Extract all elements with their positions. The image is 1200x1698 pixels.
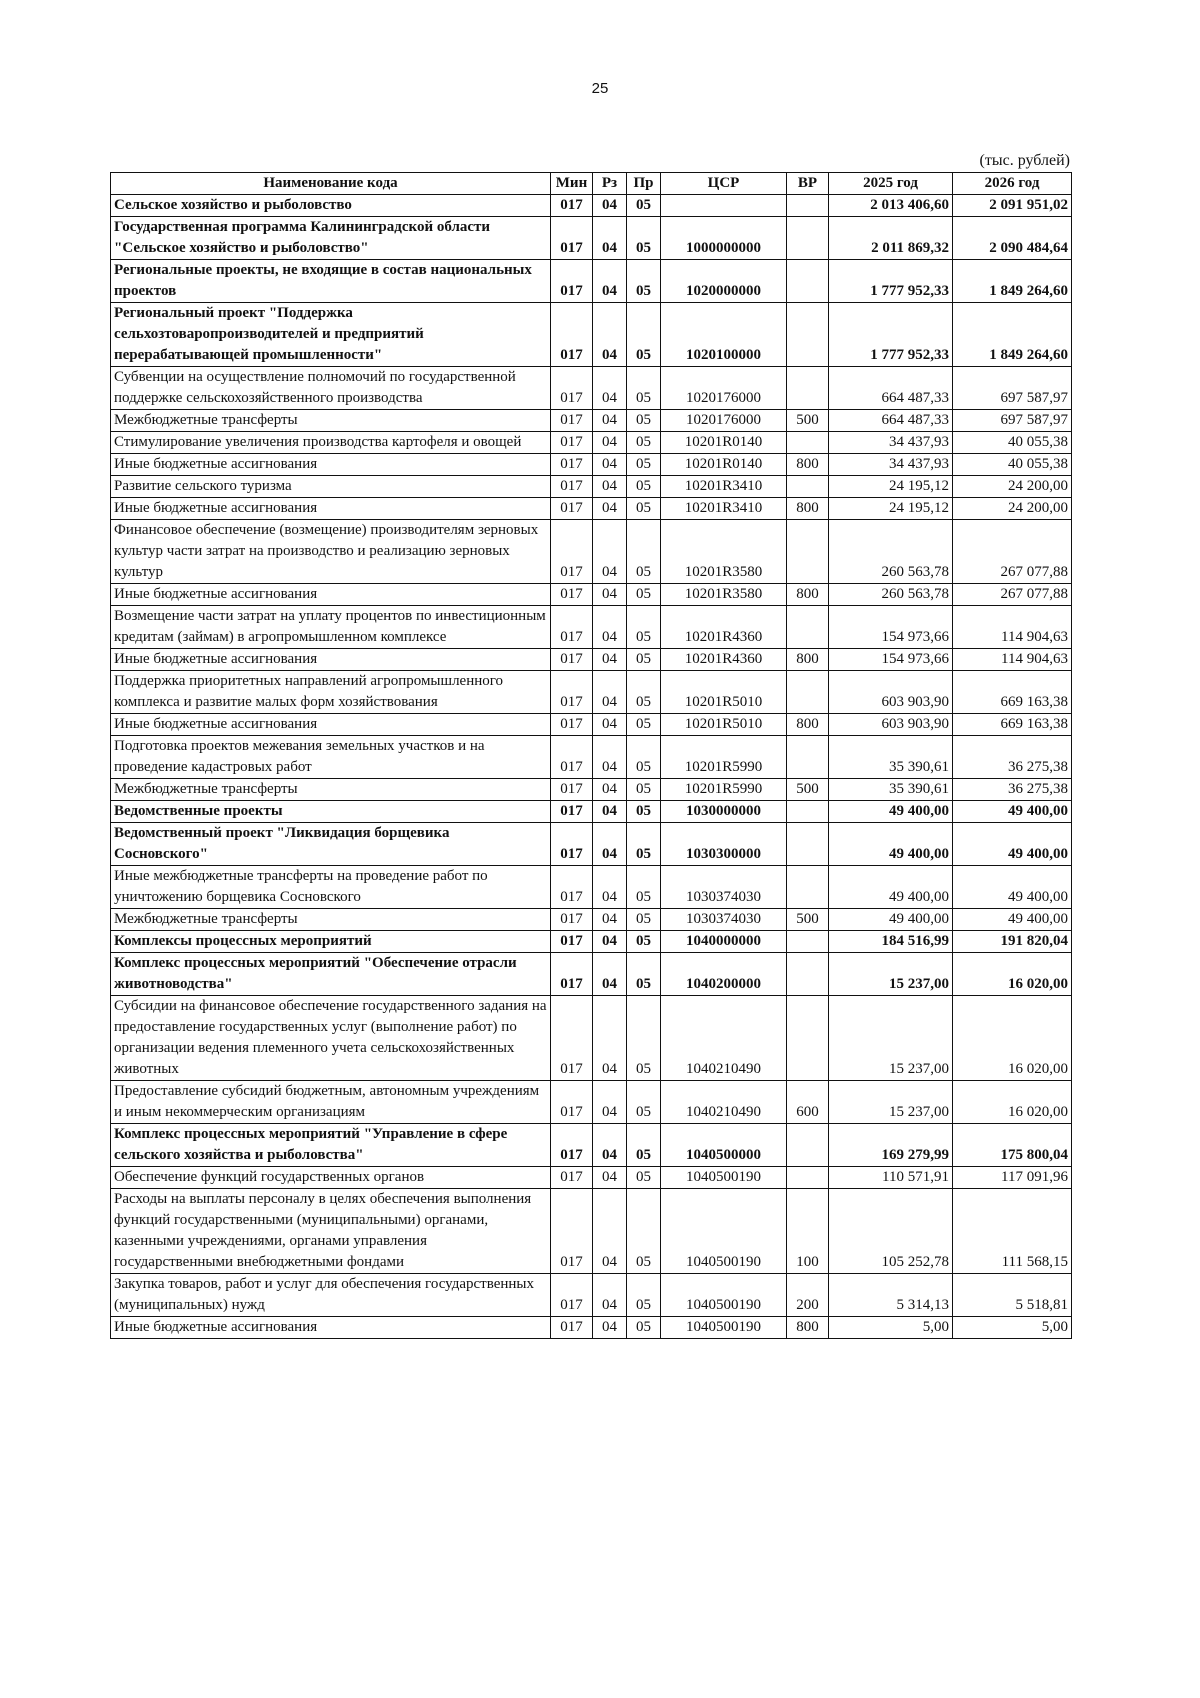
- cell-rz: 04: [593, 714, 627, 736]
- cell-vr: [787, 953, 829, 996]
- cell-2025: 34 437,93: [829, 432, 953, 454]
- cell-rz: 04: [593, 303, 627, 367]
- cell-name: Финансовое обеспечение (возмещение) производителям зерновых культур части затрат на производство и реализацию зерновых культур: [111, 520, 551, 584]
- table-row: [111, 520, 1072, 584]
- cell-rz: 04: [593, 866, 627, 909]
- header-name: Наименование кода: [111, 173, 551, 195]
- cell-pr: 05: [627, 584, 661, 606]
- cell-2025: 154 973,66: [829, 606, 953, 649]
- cell-min: 017: [551, 195, 593, 217]
- cell-csr: 1040210490: [661, 996, 787, 1081]
- table-row: [111, 606, 1072, 649]
- table-row: [111, 909, 1072, 931]
- table-header-row: [111, 173, 1072, 195]
- cell-pr: 05: [627, 736, 661, 779]
- cell-pr: 05: [627, 801, 661, 823]
- cell-name: Межбюджетные трансферты: [111, 909, 551, 931]
- cell-pr: 05: [627, 195, 661, 217]
- cell-min: 017: [551, 584, 593, 606]
- table-row: [111, 498, 1072, 520]
- cell-2025: 34 437,93: [829, 454, 953, 476]
- cell-vr: 600: [787, 1081, 829, 1124]
- cell-vr: [787, 520, 829, 584]
- cell-2025: 15 237,00: [829, 953, 953, 996]
- cell-name: Комплекс процессных мероприятий "Управление в сфере сельского хозяйства и рыболовства": [111, 1124, 551, 1167]
- cell-name: Закупка товаров, работ и услуг для обеспечения государственных (муниципальных) нужд: [111, 1274, 551, 1317]
- table-row: [111, 1274, 1072, 1317]
- cell-2026: 40 055,38: [953, 454, 1072, 476]
- cell-vr: [787, 801, 829, 823]
- cell-pr: 05: [627, 909, 661, 931]
- cell-name: Ведомственный проект "Ликвидация борщевика Сосновского": [111, 823, 551, 866]
- cell-vr: [787, 931, 829, 953]
- cell-min: 017: [551, 779, 593, 801]
- cell-rz: 04: [593, 736, 627, 779]
- cell-name: Возмещение части затрат на уплату процентов по инвестиционным кредитам (займам) в агропромышленном комплексе: [111, 606, 551, 649]
- cell-csr: 1000000000: [661, 217, 787, 260]
- cell-2025: 154 973,66: [829, 649, 953, 671]
- header-csr: ЦСР: [661, 173, 787, 195]
- cell-2025: 603 903,90: [829, 714, 953, 736]
- cell-min: 017: [551, 909, 593, 931]
- table-row: [111, 1081, 1072, 1124]
- cell-2025: 15 237,00: [829, 1081, 953, 1124]
- cell-2025: 5,00: [829, 1317, 953, 1339]
- cell-min: 017: [551, 1167, 593, 1189]
- header-vr: ВР: [787, 173, 829, 195]
- cell-min: 017: [551, 1189, 593, 1274]
- cell-csr: 1020176000: [661, 410, 787, 432]
- cell-2026: 697 587,97: [953, 367, 1072, 410]
- cell-csr: 1020100000: [661, 303, 787, 367]
- cell-csr: 10201R3410: [661, 476, 787, 498]
- cell-pr: 05: [627, 1317, 661, 1339]
- cell-vr: 500: [787, 779, 829, 801]
- cell-name: Иные бюджетные ассигнования: [111, 649, 551, 671]
- table-row: [111, 584, 1072, 606]
- cell-rz: 04: [593, 671, 627, 714]
- cell-min: 017: [551, 1317, 593, 1339]
- cell-rz: 04: [593, 1189, 627, 1274]
- cell-vr: 800: [787, 498, 829, 520]
- cell-vr: [787, 303, 829, 367]
- cell-2026: 2 091 951,02: [953, 195, 1072, 217]
- cell-min: 017: [551, 736, 593, 779]
- cell-pr: 05: [627, 410, 661, 432]
- cell-min: 017: [551, 1124, 593, 1167]
- table-row: [111, 866, 1072, 909]
- cell-min: 017: [551, 714, 593, 736]
- cell-2026: 2 090 484,64: [953, 217, 1072, 260]
- cell-2026: 49 400,00: [953, 801, 1072, 823]
- cell-pr: 05: [627, 1124, 661, 1167]
- cell-csr: 1030000000: [661, 801, 787, 823]
- cell-rz: 04: [593, 606, 627, 649]
- cell-pr: 05: [627, 367, 661, 410]
- cell-2026: 5 518,81: [953, 1274, 1072, 1317]
- cell-2025: 184 516,99: [829, 931, 953, 953]
- cell-csr: 1040500190: [661, 1167, 787, 1189]
- cell-vr: 800: [787, 454, 829, 476]
- table-row: [111, 410, 1072, 432]
- cell-name: Региональные проекты, не входящие в состав национальных проектов: [111, 260, 551, 303]
- cell-vr: 800: [787, 1317, 829, 1339]
- cell-vr: [787, 195, 829, 217]
- table-row: [111, 736, 1072, 779]
- cell-vr: [787, 1167, 829, 1189]
- cell-pr: 05: [627, 1081, 661, 1124]
- cell-name: Межбюджетные трансферты: [111, 410, 551, 432]
- cell-name: Предоставление субсидий бюджетным, автономным учреждениям и иным некоммерческим организациям: [111, 1081, 551, 1124]
- cell-2025: 1 777 952,33: [829, 303, 953, 367]
- cell-rz: 04: [593, 1124, 627, 1167]
- cell-pr: 05: [627, 606, 661, 649]
- cell-rz: 04: [593, 584, 627, 606]
- cell-2025: 24 195,12: [829, 476, 953, 498]
- cell-2025: 169 279,99: [829, 1124, 953, 1167]
- cell-csr: 1020000000: [661, 260, 787, 303]
- cell-csr: 1030374030: [661, 866, 787, 909]
- cell-2026: 114 904,63: [953, 606, 1072, 649]
- cell-2026: 49 400,00: [953, 823, 1072, 866]
- cell-2025: 35 390,61: [829, 779, 953, 801]
- cell-name: Стимулирование увеличения производства картофеля и овощей: [111, 432, 551, 454]
- cell-csr: [661, 195, 787, 217]
- cell-name: Иные бюджетные ассигнования: [111, 498, 551, 520]
- cell-vr: [787, 432, 829, 454]
- table-row: [111, 671, 1072, 714]
- cell-2026: 36 275,38: [953, 779, 1072, 801]
- cell-name: Иные бюджетные ассигнования: [111, 1317, 551, 1339]
- table-row: [111, 649, 1072, 671]
- cell-min: 017: [551, 260, 593, 303]
- cell-vr: [787, 606, 829, 649]
- cell-2025: 49 400,00: [829, 801, 953, 823]
- cell-2026: 1 849 264,60: [953, 303, 1072, 367]
- cell-csr: 1030374030: [661, 909, 787, 931]
- table-row: [111, 779, 1072, 801]
- cell-pr: 05: [627, 1274, 661, 1317]
- cell-min: 017: [551, 410, 593, 432]
- cell-csr: 10201R4360: [661, 649, 787, 671]
- cell-2025: 15 237,00: [829, 996, 953, 1081]
- cell-2026: 16 020,00: [953, 1081, 1072, 1124]
- cell-csr: 1030300000: [661, 823, 787, 866]
- cell-vr: 800: [787, 649, 829, 671]
- cell-2026: 24 200,00: [953, 476, 1072, 498]
- cell-2026: 669 163,38: [953, 671, 1072, 714]
- cell-2026: 16 020,00: [953, 996, 1072, 1081]
- cell-min: 017: [551, 217, 593, 260]
- cell-name: Иные бюджетные ассигнования: [111, 584, 551, 606]
- cell-pr: 05: [627, 1167, 661, 1189]
- cell-pr: 05: [627, 714, 661, 736]
- table-row: [111, 303, 1072, 367]
- cell-2025: 49 400,00: [829, 909, 953, 931]
- cell-name: Комплексы процессных мероприятий: [111, 931, 551, 953]
- cell-csr: 1040000000: [661, 931, 787, 953]
- cell-csr: 1040500190: [661, 1274, 787, 1317]
- cell-2026: 36 275,38: [953, 736, 1072, 779]
- cell-csr: 1040500190: [661, 1189, 787, 1274]
- cell-rz: 04: [593, 260, 627, 303]
- cell-vr: [787, 866, 829, 909]
- cell-rz: 04: [593, 779, 627, 801]
- cell-2026: 114 904,63: [953, 649, 1072, 671]
- cell-vr: 500: [787, 909, 829, 931]
- cell-csr: 10201R3580: [661, 520, 787, 584]
- cell-name: Развитие сельского туризма: [111, 476, 551, 498]
- cell-csr: 10201R0140: [661, 432, 787, 454]
- table-row: [111, 195, 1072, 217]
- cell-2025: 2 013 406,60: [829, 195, 953, 217]
- table-row: [111, 260, 1072, 303]
- cell-2026: 267 077,88: [953, 520, 1072, 584]
- cell-min: 017: [551, 1274, 593, 1317]
- cell-vr: [787, 823, 829, 866]
- cell-rz: 04: [593, 1317, 627, 1339]
- cell-pr: 05: [627, 1189, 661, 1274]
- cell-min: 017: [551, 476, 593, 498]
- cell-rz: 04: [593, 823, 627, 866]
- cell-name: Субсидии на финансовое обеспечение государственного задания на предоставление государственных услуг (выполнение работ) по организации ведения племенного учета сельскохозяйственных животных: [111, 996, 551, 1081]
- cell-vr: 200: [787, 1274, 829, 1317]
- cell-pr: 05: [627, 671, 661, 714]
- cell-min: 017: [551, 823, 593, 866]
- cell-2026: 24 200,00: [953, 498, 1072, 520]
- cell-pr: 05: [627, 866, 661, 909]
- cell-name: Межбюджетные трансферты: [111, 779, 551, 801]
- cell-csr: 1040210490: [661, 1081, 787, 1124]
- budget-table: [110, 172, 1072, 1339]
- cell-rz: 04: [593, 195, 627, 217]
- units-label: (тыс. рублей): [979, 152, 1070, 169]
- cell-rz: 04: [593, 953, 627, 996]
- cell-vr: [787, 736, 829, 779]
- cell-2026: 697 587,97: [953, 410, 1072, 432]
- cell-pr: 05: [627, 996, 661, 1081]
- cell-min: 017: [551, 866, 593, 909]
- cell-rz: 04: [593, 931, 627, 953]
- cell-2026: 40 055,38: [953, 432, 1072, 454]
- cell-min: 017: [551, 432, 593, 454]
- cell-name: Подготовка проектов межевания земельных участков и на проведение кадастровых работ: [111, 736, 551, 779]
- cell-vr: [787, 1124, 829, 1167]
- header-min: Мин: [551, 173, 593, 195]
- cell-csr: 10201R3580: [661, 584, 787, 606]
- header-rz: Рз: [593, 173, 627, 195]
- table-row: [111, 996, 1072, 1081]
- cell-csr: 10201R0140: [661, 454, 787, 476]
- cell-name: Государственная программа Калининградской области "Сельское хозяйство и рыболовство": [111, 217, 551, 260]
- table-body: [111, 195, 1072, 1339]
- cell-min: 017: [551, 996, 593, 1081]
- cell-vr: [787, 671, 829, 714]
- cell-name: Комплекс процессных мероприятий "Обеспечение отрасли животноводства": [111, 953, 551, 996]
- cell-csr: 1040500000: [661, 1124, 787, 1167]
- cell-csr: 10201R5010: [661, 714, 787, 736]
- header-pr: Пр: [627, 173, 661, 195]
- cell-pr: 05: [627, 217, 661, 260]
- table-row: [111, 801, 1072, 823]
- cell-pr: 05: [627, 779, 661, 801]
- cell-2026: 49 400,00: [953, 909, 1072, 931]
- table-row: [111, 931, 1072, 953]
- cell-2025: 110 571,91: [829, 1167, 953, 1189]
- cell-rz: 04: [593, 410, 627, 432]
- cell-2025: 24 195,12: [829, 498, 953, 520]
- cell-2025: 105 252,78: [829, 1189, 953, 1274]
- cell-rz: 04: [593, 217, 627, 260]
- table-row: [111, 1189, 1072, 1274]
- cell-vr: 500: [787, 410, 829, 432]
- cell-2026: 117 091,96: [953, 1167, 1072, 1189]
- cell-rz: 04: [593, 649, 627, 671]
- cell-name: Иные бюджетные ассигнования: [111, 454, 551, 476]
- cell-name: Ведомственные проекты: [111, 801, 551, 823]
- cell-min: 017: [551, 454, 593, 476]
- cell-rz: 04: [593, 1274, 627, 1317]
- cell-2025: 2 011 869,32: [829, 217, 953, 260]
- cell-2025: 260 563,78: [829, 520, 953, 584]
- cell-vr: 800: [787, 584, 829, 606]
- cell-2025: 35 390,61: [829, 736, 953, 779]
- cell-csr: 10201R5010: [661, 671, 787, 714]
- cell-vr: 100: [787, 1189, 829, 1274]
- cell-pr: 05: [627, 953, 661, 996]
- cell-csr: 10201R5990: [661, 779, 787, 801]
- cell-pr: 05: [627, 823, 661, 866]
- cell-vr: [787, 217, 829, 260]
- cell-min: 017: [551, 1081, 593, 1124]
- cell-name: Региональный проект "Поддержка сельхозтоваропроизводителей и предприятий перерабатывающей промышленности": [111, 303, 551, 367]
- cell-pr: 05: [627, 432, 661, 454]
- header-2026: 2026 год: [953, 173, 1072, 195]
- cell-name: Иные бюджетные ассигнования: [111, 714, 551, 736]
- table-row: [111, 217, 1072, 260]
- table-row: [111, 953, 1072, 996]
- cell-2025: 664 487,33: [829, 410, 953, 432]
- cell-rz: 04: [593, 1167, 627, 1189]
- cell-2025: 49 400,00: [829, 823, 953, 866]
- cell-2025: 260 563,78: [829, 584, 953, 606]
- cell-rz: 04: [593, 454, 627, 476]
- cell-2025: 49 400,00: [829, 866, 953, 909]
- cell-min: 017: [551, 931, 593, 953]
- cell-vr: [787, 260, 829, 303]
- cell-2025: 603 903,90: [829, 671, 953, 714]
- table-row: [111, 476, 1072, 498]
- cell-2025: 1 777 952,33: [829, 260, 953, 303]
- cell-name: Сельское хозяйство и рыболовство: [111, 195, 551, 217]
- cell-2026: 175 800,04: [953, 1124, 1072, 1167]
- cell-2026: 1 849 264,60: [953, 260, 1072, 303]
- page-number: 25: [591, 80, 609, 97]
- cell-vr: 800: [787, 714, 829, 736]
- table-row: [111, 1317, 1072, 1339]
- cell-min: 017: [551, 303, 593, 367]
- cell-min: 017: [551, 649, 593, 671]
- cell-pr: 05: [627, 649, 661, 671]
- header-2025: 2025 год: [829, 173, 953, 195]
- cell-2026: 191 820,04: [953, 931, 1072, 953]
- cell-2025: 664 487,33: [829, 367, 953, 410]
- cell-pr: 05: [627, 476, 661, 498]
- cell-min: 017: [551, 606, 593, 649]
- cell-2026: 111 568,15: [953, 1189, 1072, 1274]
- cell-name: Иные межбюджетные трансферты на проведение работ по уничтожению борщевика Сосновского: [111, 866, 551, 909]
- cell-pr: 05: [627, 520, 661, 584]
- cell-2026: 16 020,00: [953, 953, 1072, 996]
- cell-rz: 04: [593, 498, 627, 520]
- cell-name: Обеспечение функций государственных органов: [111, 1167, 551, 1189]
- cell-2026: 5,00: [953, 1317, 1072, 1339]
- table-row: [111, 823, 1072, 866]
- cell-csr: 10201R3410: [661, 498, 787, 520]
- cell-vr: [787, 476, 829, 498]
- cell-name: Поддержка приоритетных направлений агропромышленного комплекса и развитие малых форм хозяйствования: [111, 671, 551, 714]
- cell-csr: 10201R5990: [661, 736, 787, 779]
- cell-min: 017: [551, 520, 593, 584]
- cell-vr: [787, 367, 829, 410]
- cell-pr: 05: [627, 498, 661, 520]
- cell-rz: 04: [593, 1081, 627, 1124]
- cell-rz: 04: [593, 520, 627, 584]
- cell-csr: 1040500190: [661, 1317, 787, 1339]
- cell-rz: 04: [593, 367, 627, 410]
- cell-name: Субвенции на осуществление полномочий по государственной поддержке сельскохозяйственного производства: [111, 367, 551, 410]
- cell-rz: 04: [593, 996, 627, 1081]
- cell-name: Расходы на выплаты персоналу в целях обеспечения выполнения функций государственными (муниципальными) органами, казенными учреждениями, органами управления государственными внебюджетными фондами: [111, 1189, 551, 1274]
- table-row: [111, 432, 1072, 454]
- cell-rz: 04: [593, 909, 627, 931]
- cell-min: 017: [551, 367, 593, 410]
- table-row: [111, 367, 1072, 410]
- cell-pr: 05: [627, 454, 661, 476]
- cell-pr: 05: [627, 303, 661, 367]
- cell-pr: 05: [627, 931, 661, 953]
- cell-min: 017: [551, 498, 593, 520]
- cell-min: 017: [551, 953, 593, 996]
- cell-rz: 04: [593, 476, 627, 498]
- cell-2025: 5 314,13: [829, 1274, 953, 1317]
- cell-2026: 669 163,38: [953, 714, 1072, 736]
- cell-csr: 1020176000: [661, 367, 787, 410]
- cell-csr: 1040200000: [661, 953, 787, 996]
- cell-2026: 267 077,88: [953, 584, 1072, 606]
- cell-2026: 49 400,00: [953, 866, 1072, 909]
- cell-vr: [787, 996, 829, 1081]
- table-row: [111, 1124, 1072, 1167]
- table-row: [111, 454, 1072, 476]
- cell-pr: 05: [627, 260, 661, 303]
- cell-min: 017: [551, 671, 593, 714]
- cell-rz: 04: [593, 801, 627, 823]
- table-row: [111, 1167, 1072, 1189]
- cell-rz: 04: [593, 432, 627, 454]
- cell-min: 017: [551, 801, 593, 823]
- cell-csr: 10201R4360: [661, 606, 787, 649]
- table-row: [111, 714, 1072, 736]
